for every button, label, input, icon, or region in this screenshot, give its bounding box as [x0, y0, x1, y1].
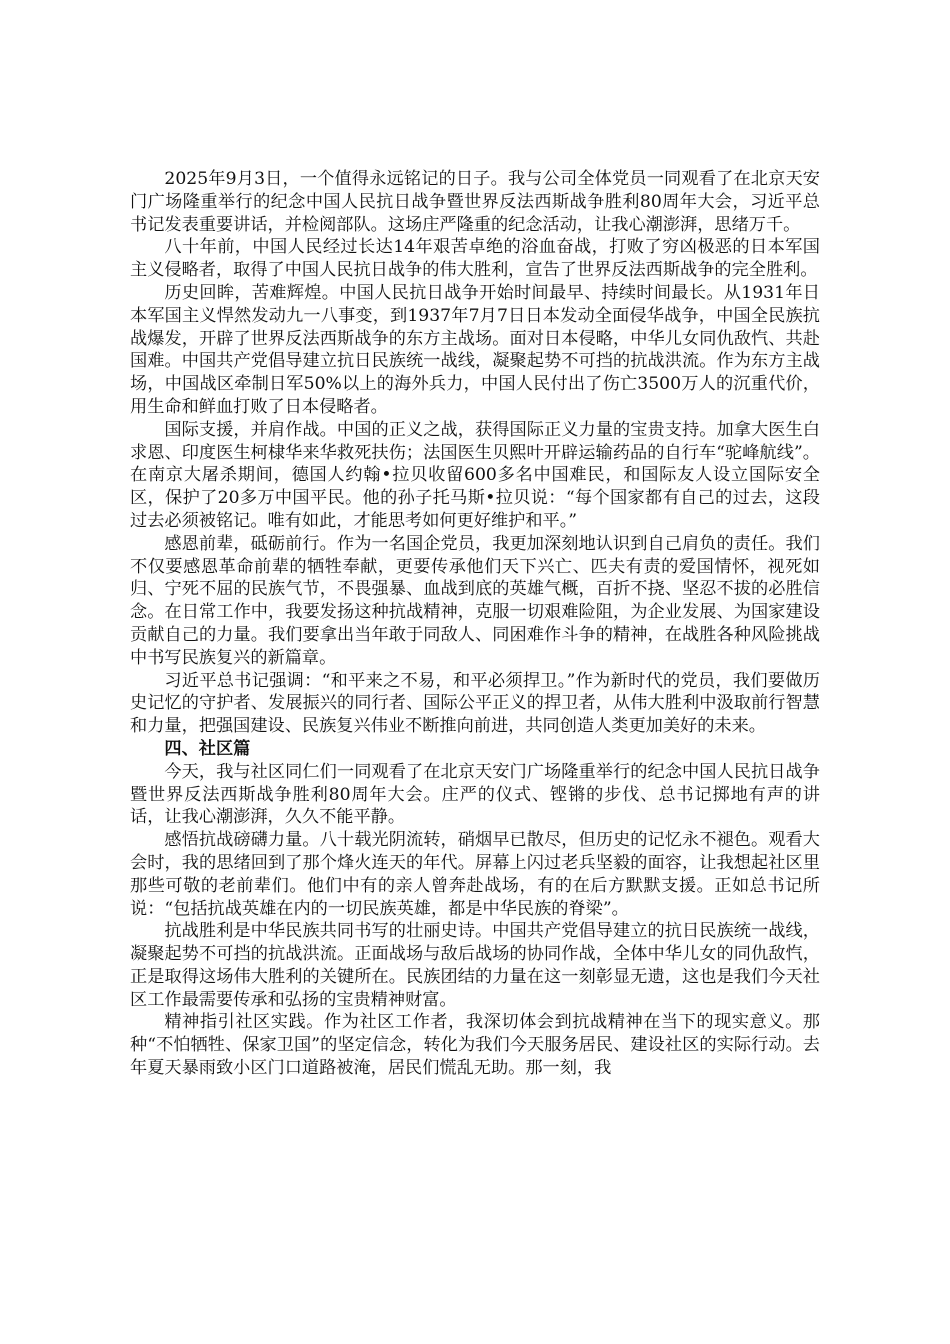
body-paragraph: 精神指引社区实践。作为社区工作者，我深切体会到抗战精神在当下的现实意义。那种“不怕牺牲、保家卫国”的坚定信念，转化为我们今天服务居民、建设社区的实际行动。去年夏天暴雨致小区门口道路被淹，居民们慌乱无助。那一刻，我 [130, 1012, 820, 1079]
body-paragraph: 2025年9月3日，一个值得永远铭记的日子。我与公司全体党员一同观看了在北京天安门广场隆重举行的纪念中国人民抗日战争暨世界反法西斯战争胜利80周年大会，习近平总书记发表重要讲话，并检阅部队。这场庄严隆重的纪念活动，让我心潮澎湃，思绪万千。 [130, 169, 820, 235]
body-paragraph: 八十年前，中国人民经过长达14年艰苦卓绝的浴血奋战，打败了穷凶极恶的日本军国主义侵略者，取得了中国人民抗日战争的伟大胜利，宣告了世界反法西斯战争的完全胜利。 [130, 237, 820, 281]
body-paragraph: 感悟抗战磅礴力量。八十载光阴流转，硝烟早已散尽，但历史的记忆永不褪色。观看大会时，我的思绪回到了那个烽火连天的年代。屏幕上闪过老兵坚毅的面容，让我想起社区里那些可敬的老前辈们。他们中有的亲人曾奔赴战场，有的在后方默默支援。正如总书记所说：“包括抗战英雄在内的一切民族英雄，都是中华民族的脊梁”。 [130, 830, 820, 919]
body-paragraph: 国际支援，并肩作战。中国的正义之战，获得国际正义力量的宝贵支持。加拿大医生白求恩、印度医生柯棣华来华救死扶伤；法国医生贝熙叶开辟运输药品的自行车“驼峰航线”。在南京大屠杀期间，德国人约翰•拉贝收留600多名中国难民，和国际友人设立国际安全区，保护了20多万中国平民。他的孙子托马斯•拉贝说：“每个国家都有自己的过去，这段过去必须被铭记。唯有如此，才能思考如何更好维护和平。” [130, 419, 820, 531]
body-paragraph: 感恩前辈，砥砺前行。作为一名国企党员，我更加深刻地认识到自己肩负的责任。我们不仅要感恩革命前辈的牺牲奉献，更要传承他们天下兴亡、匹夫有责的爱国情怀，视死如归、宁死不屈的民族气节，不畏强暴、血战到底的英雄气概，百折不挠、坚忍不拔的必胜信念。在日常工作中，我要发扬这种抗战精神，克服一切艰难险阻，为企业发展、为国家建设贡献自己的力量。我们要拿出当年敢于同敌人、同困难作斗争的精神，在战胜各种风险挑战中书写民族复兴的新篇章。 [130, 533, 820, 668]
document-page [130, 168, 820, 1080]
section-heading: 四、社区篇 [164, 738, 251, 759]
body-paragraph: 历史回眸，苦难辉煌。中国人民抗日战争开始时间最早、持续时间最长。从1931年日本军国主义悍然发动九一八事变，到1937年7月7日日本发动全面侵华战争，中国全民族抗战爆发，开辟了世界反法西斯战争的东方主战场。面对日本侵略，中华儿女同仇敌忾、共赴国难。中国共产党倡导建立抗日民族统一战线，凝聚起势不可挡的抗战洪流。作为东方主战场，中国战区牵制日军50%以上的海外兵力，中国人民付出了伤亡3500万人的沉重代价，用生命和鲜血打败了日本侵略者。 [130, 282, 820, 417]
body-paragraph: 习近平总书记强调：“和平来之不易，和平必须捍卫。”作为新时代的党员，我们要做历史记忆的守护者、发展振兴的同行者、国际公平正义的捍卫者，从伟大胜利中汲取前行智慧和力量，把强国建设、民族复兴伟业不断推向前进，共同创造人类更加美好的未来。 [130, 670, 820, 737]
body-paragraph: 今天，我与社区同仁们一同观看了在北京天安门广场隆重举行的纪念中国人民抗日战争暨世界反法西斯战争胜利80周年大会。庄严的仪式、铿锵的步伐、总书记掷地有声的讲话，让我心潮澎湃，久久不能平静。 [130, 761, 820, 828]
body-paragraph: 抗战胜利是中华民族共同书写的壮丽史诗。中国共产党倡导建立的抗日民族统一战线，凝聚起势不可挡的抗战洪流。正面战场与敌后战场的协同作战，全体中华儿女的同仇敌忾，正是取得这场伟大胜利的关键所在。民族团结的力量在这一刻彰显无遗，这也是我们今天社区工作最需要传承和弘扬的宝贵精神财富。 [130, 921, 820, 1010]
